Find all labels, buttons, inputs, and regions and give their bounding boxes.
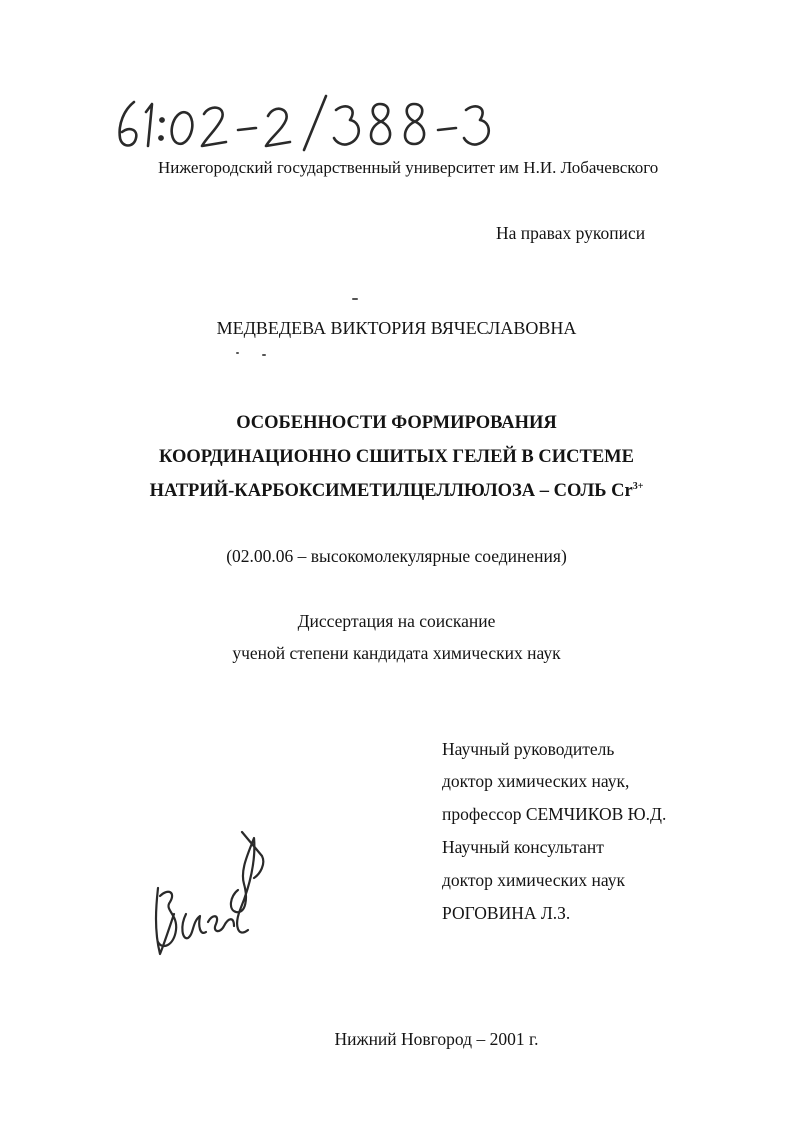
advisor-line-2: доктор химических наук, bbox=[442, 771, 630, 791]
thesis-title-line-3-text: НАТРИЙ-КАРБОКСИМЕТИЛЦЕЛЛЮЛОЗА – СОЛЬ Cr bbox=[149, 481, 633, 501]
advisor-line-3: профессор СЕМЧИКОВ Ю.Д. bbox=[442, 804, 667, 824]
degree-statement-line-1: Диссертация на соискание bbox=[297, 611, 496, 631]
author-name: МЕДВЕДЕВА ВИКТОРИЯ ВЯЧЕСЛАВОВНА bbox=[216, 318, 577, 338]
advisor-line-1: Научный руководитель bbox=[442, 739, 615, 759]
consultant-line-3: РОГОВИНА Л.З. bbox=[442, 903, 571, 923]
thesis-title-line-2: КООРДИНАЦИОННО СШИТЫХ ГЕЛЕЙ В СИСТЕМЕ bbox=[158, 447, 634, 467]
handwritten-signature bbox=[150, 826, 270, 960]
consultant-line-2: доктор химических наук bbox=[442, 870, 626, 890]
scan-speck bbox=[262, 354, 266, 356]
thesis-title-line-3 bbox=[0, 480, 793, 502]
university-name: Нижегородский государственный университет им Н.И. Лобачевского bbox=[158, 158, 659, 177]
city-and-year: Нижний Новгород – 2001 г. bbox=[334, 1029, 539, 1049]
specialty-code: (02.00.06 – высокомолекулярные соединения) bbox=[226, 546, 567, 566]
degree-statement-line-2: ученой степени кандидата химических наук bbox=[232, 643, 561, 663]
consultant-line-1: Научный консультант bbox=[442, 837, 604, 857]
chromium-charge-superscript: 3+ bbox=[632, 481, 644, 492]
thesis-title-line-1: ОСОБЕННОСТИ ФОРМИРОВАНИЯ bbox=[236, 413, 557, 433]
manuscript-rights-note: На правах рукописи bbox=[496, 223, 646, 243]
scan-speck bbox=[352, 298, 358, 300]
scan-speck bbox=[236, 352, 239, 354]
handwritten-catalog-number bbox=[112, 92, 502, 154]
